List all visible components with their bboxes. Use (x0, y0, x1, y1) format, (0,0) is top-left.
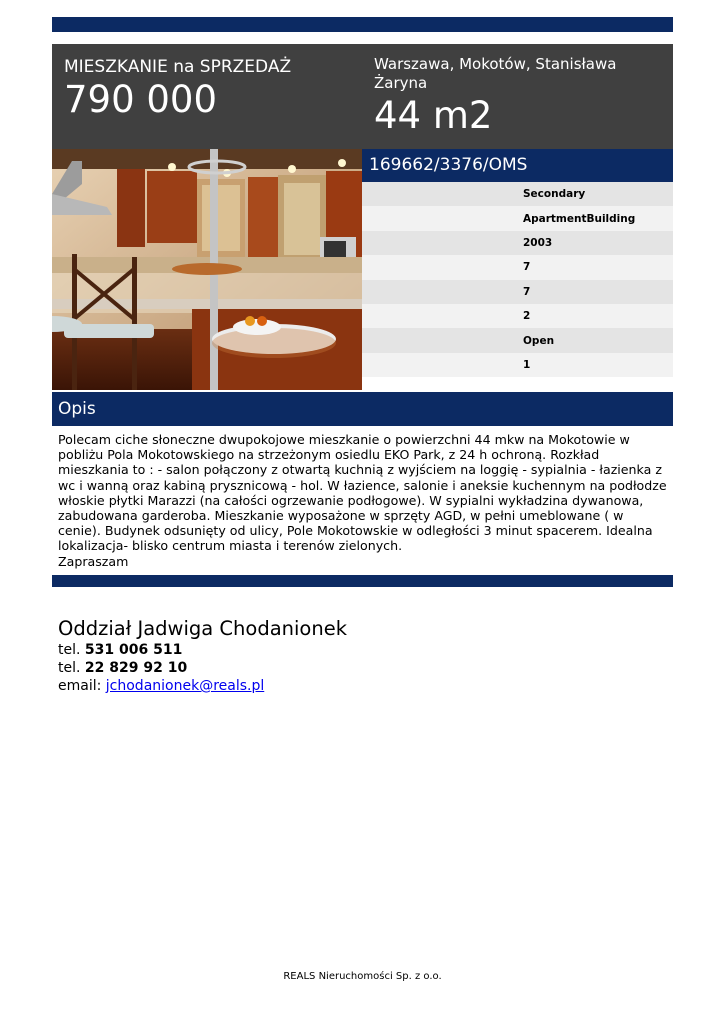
email-label: email: (58, 678, 102, 694)
details-table (362, 182, 673, 377)
details-row (362, 255, 673, 279)
email-line (58, 677, 347, 695)
footer-company: REALS Nieruchomości Sp. z o.o. (283, 971, 442, 982)
reference-number: 169662/3376/OMS (362, 149, 673, 182)
property-photo (52, 149, 362, 390)
top-accent-bar (52, 17, 673, 32)
header-right (374, 55, 664, 136)
details-value: 2 (523, 310, 531, 323)
offer-type: MIESZKANIE na SPRZEDAŻ (64, 57, 292, 77)
details-value: Open (523, 334, 555, 347)
description-text: Polecam ciche słoneczne dwupokojowe mieszkanie o powierzchni 44 mkw na Mokotowie w pobliżu Pola Mokotowskiego na strzeżonym osiedlu EKO Park, z 24 h ochroną. Rozkład mieszkania to : - salon połączony z otwartą kuchnią z wyjściem na loggię - sypialnia - łazienka z wc i wanną oraz kabiną prysznicową - hol. W łazience, salonie i aneksie kuchennym na podłodze włoskie płytki Marazzi (na całości ogrzewanie podłogowe). W sypialni wykładzina dywanowa, zabudowana garderoba. Mieszkanie wyposażone w sprzęty AGD, w pełni umeblowane ( w cenie). Budynek odsunięty od ulicy, Pole Mokotowskie w odległości 3 minut spacerem. Idealna lokalizacja- blisko centrum miasta i terenów zielonych. Zapraszam (58, 432, 667, 569)
email-link[interactable]: jchodanionek@reals.pl (105, 678, 265, 694)
price: 790 000 (64, 78, 218, 121)
area: 44 m2 (374, 94, 493, 137)
details-row (362, 353, 673, 377)
tel-label: tel. (58, 660, 81, 676)
header-left (64, 56, 364, 120)
bottom-accent-bar (52, 575, 673, 587)
details-value: Secondary (523, 188, 586, 201)
office-name: Oddział Jadwiga Chodanionek (58, 617, 348, 640)
phone-line-1 (58, 641, 347, 659)
phone-number: 531 006 511 (84, 642, 183, 658)
phone-line-2 (58, 659, 347, 677)
details-row (362, 304, 673, 328)
phone-number: 22 829 92 10 (84, 660, 188, 676)
listing-header (52, 44, 673, 149)
details-value: 7 (523, 285, 531, 298)
details-value: 7 (523, 261, 531, 274)
tel-label: tel. (58, 642, 81, 658)
details-row (362, 231, 673, 255)
details-row (362, 280, 673, 304)
description-heading: Opis (52, 392, 673, 426)
details-value: ApartmentBuilding (523, 212, 636, 225)
details-value: 2003 (523, 236, 553, 249)
contact-block (58, 617, 347, 695)
details-row (362, 206, 673, 230)
location: Warszawa, Mokotów, Stanisława Żaryna (374, 55, 617, 92)
details-row (362, 182, 673, 206)
details-value: 1 (523, 358, 531, 371)
details-row (362, 328, 673, 352)
